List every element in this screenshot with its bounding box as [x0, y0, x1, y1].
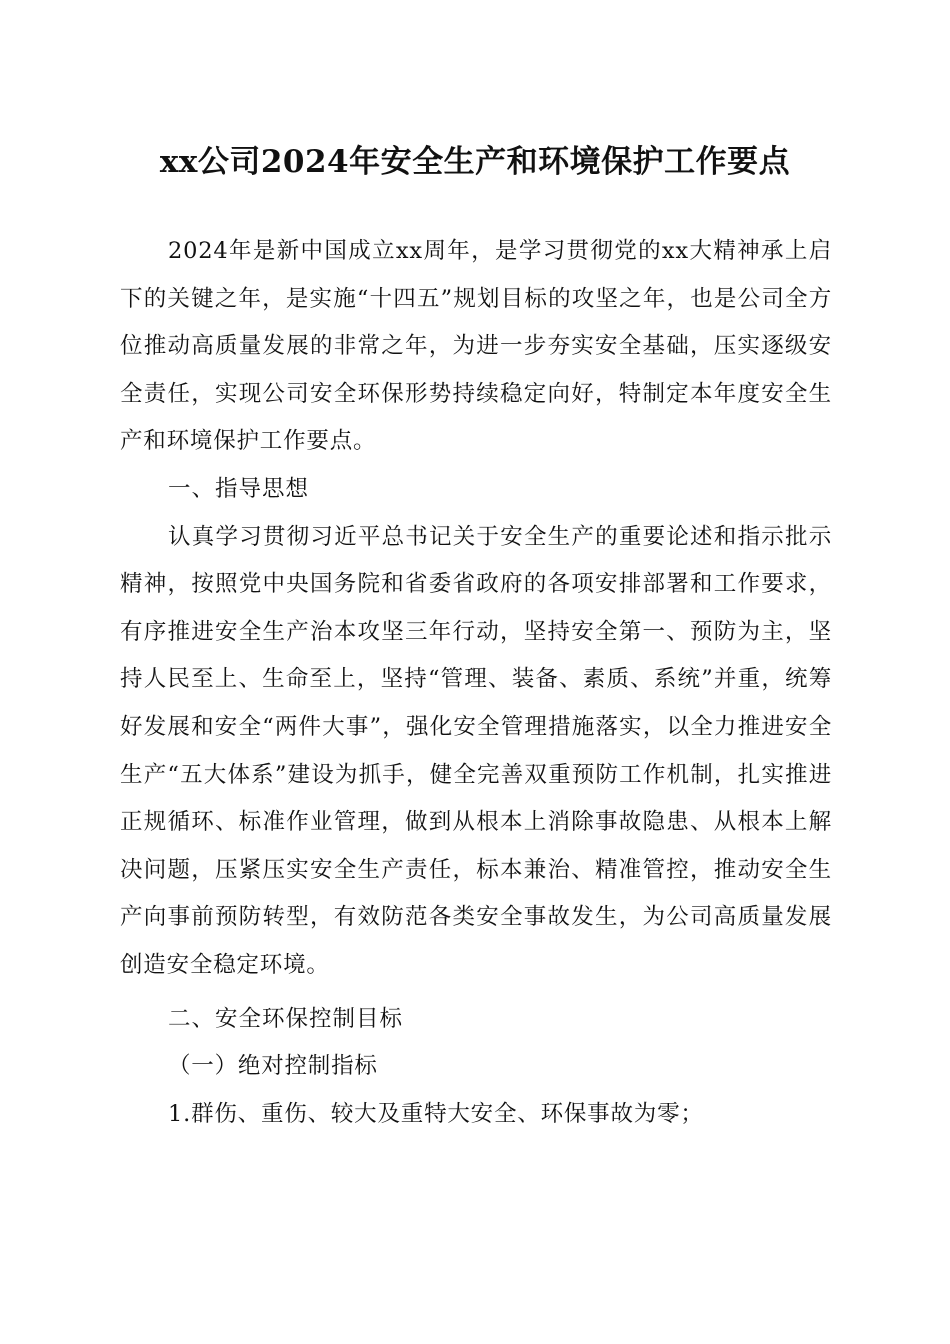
intro-paragraph: 2024年是新中国成立xx周年，是学习贯彻党的xx大精神承上启下的关键之年，是实施“十四五”规划目标的攻坚之年，也是公司全方位推动高质量发展的非常之年，为进一步夯实安全基础，压实逐级安全责任，实现公司安全环保形势持续稳定向好，特制定本年度安全生产和环境保护工作要点。	[120, 238, 832, 455]
document-body	[120, 228, 832, 1138]
document-title: xx公司2024年安全生产和环境保护工作要点	[159, 144, 791, 180]
subheading-absolute-control-indicators: （一）绝对控制指标	[168, 1053, 378, 1080]
list-item-1: 1.群伤、重伤、较大及重特大安全、环保事故为零；	[168, 1100, 704, 1127]
section-heading-control-targets: 二、安全环保控制目标	[168, 1005, 404, 1032]
guiding-ideology-paragraph: 认真学习贯彻习近平总书记关于安全生产的重要论述和指示批示精神，按照党中央国务院和省委省政府的各项安排部署和工作要求，有序推进安全生产治本攻坚三年行动，坚持安全第一、预防为主，坚持人民至上、生命至上，坚持“管理、装备、素质、系统”并重，统筹好发展和安全“两件大事”，强化安全管理措施落实，以全力推进安全生产“五大体系”建设为抓手，健全完善双重预防工作机制，扎实推进正规循环、标准作业管理，做到从根本上消除事故隐患、从根本上解决问题，压紧压实安全生产责任，标本兼治、精准管控，推动安全生产向事前预防转型，有效防范各类安全事故发生，为公司高质量发展创造安全稳定环境。	[120, 523, 832, 978]
section-heading-guiding-ideology: 一、指导思想	[168, 475, 310, 502]
